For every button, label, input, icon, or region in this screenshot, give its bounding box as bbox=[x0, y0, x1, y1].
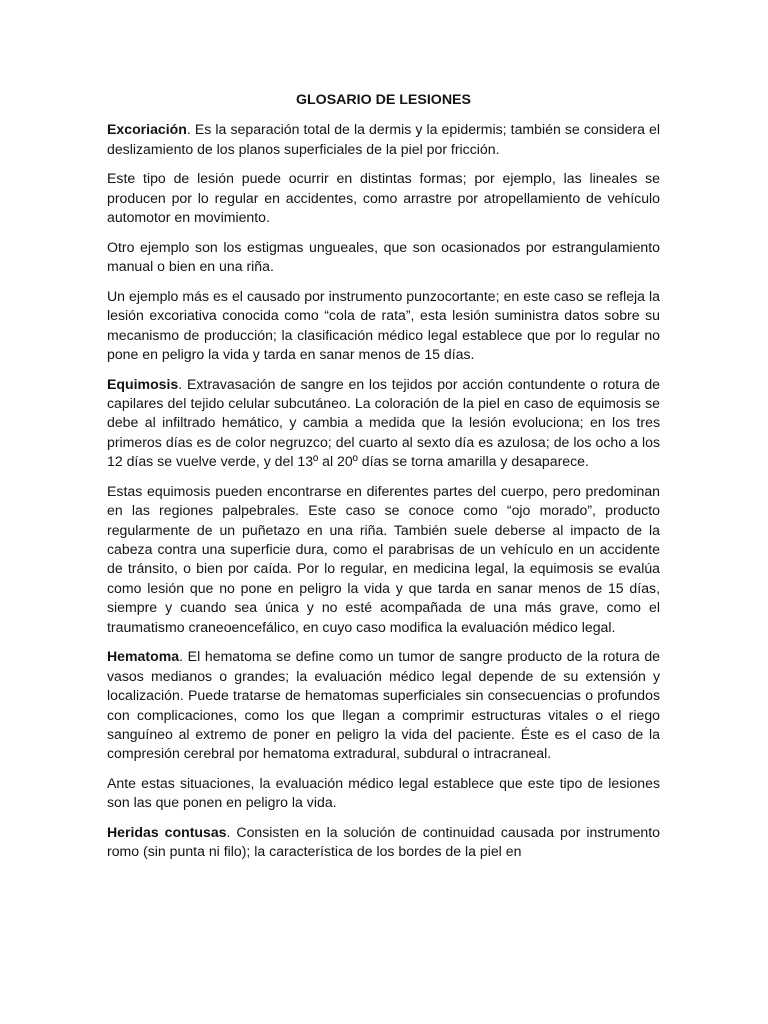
paragraph-text: . Consisten en la solución de continuidad causada por instrumento romo (sin punta ni filo); la característica de los bordes de la piel en bbox=[107, 823, 660, 860]
paragraph-hematoma bbox=[107, 647, 660, 763]
paragraph bbox=[107, 287, 660, 365]
paragraph bbox=[107, 169, 660, 227]
paragraph-text: Este tipo de lesión puede ocurrir en distintas formas; por ejemplo, las lineales se producen por lo regular en accidentes, como arrastre por atropellamiento de vehículo automotor en movimiento. bbox=[107, 170, 660, 226]
paragraph-text: Otro ejemplo son los estigmas ungueales, que son ocasionados por estrangulamiento manual o bien en una riña. bbox=[107, 238, 660, 275]
term-heading: Hematoma bbox=[107, 648, 180, 665]
paragraph-text: . Extravasación de sangre en los tejidos por acción contundente o rotura de capilares del tejido celular subcutáneo. La coloración de la piel en caso de equimosis se debe al infiltrado hemático, y cambia a medida que la lesión evoluciona; en los tres primeros días es de color negruzco; del cuarto al sexto día es azulosa; de los ocho a los 12 días se vuelve verde, y del 13º al 20º días se torna amarilla y desaparece. bbox=[107, 375, 660, 470]
term-heading: Heridas contusas bbox=[107, 823, 227, 840]
paragraph bbox=[107, 238, 660, 277]
paragraph-text: Ante estas situaciones, la evaluación médico legal establece que este tipo de lesiones son las que ponen en peligro la vida. bbox=[107, 774, 660, 811]
paragraph bbox=[107, 482, 660, 637]
term-heading: Excoriación bbox=[107, 121, 187, 138]
paragraph-text: Un ejemplo más es el causado por instrumento punzocortante; en este caso se refleja la lesión excoriativa conocida como “cola de rata”, esta lesión suministra datos sobre su mecanismo de producción; la clasificación médico legal establece que por lo regular no pone en peligro la vida y tarda en sanar menos de 15 días. bbox=[107, 287, 660, 363]
term-heading: Equimosis bbox=[107, 375, 179, 392]
paragraph bbox=[107, 774, 660, 813]
document-body bbox=[107, 91, 660, 872]
document-title: GLOSARIO DE LESIONES bbox=[295, 92, 471, 108]
paragraph-text: Estas equimosis pueden encontrarse en diferentes partes del cuerpo, pero predominan en las regiones palpebrales. Este caso se conoce como “ojo morado”, producto regularmente de un puñetazo en una riña. También suele deberse al impacto de la cabeza contra una superficie dura, como el parabrisas de un vehículo en un accidente de tránsito, o bien por caída. Por lo regular, en medicina legal, la equimosis se evalúa como lesión que no pone en peligro la vida y que tarda en sanar menos de 15 días, siempre y cuando sea única y no esté acompañada de una más grave, como el traumatismo craneoencefálico, en cuyo caso modifica la evaluación médico legal. bbox=[107, 482, 660, 635]
paragraph-excoriacion bbox=[107, 120, 660, 159]
paragraph-text: . Es la separación total de la dermis y la epidermis; también se considera el deslizamiento de los planos superficiales de la piel por fricción. bbox=[107, 121, 660, 157]
paragraph-heridas-contusas bbox=[107, 823, 660, 862]
paragraph-equimosis bbox=[107, 375, 660, 472]
paragraph-text: . El hematoma se define como un tumor de sangre producto de la rotura de vasos medianos o grandes; la evaluación médico legal depende de su extensión y localización. Puede tratarse de hematomas superficiales sin consecuencias o profundos con complicaciones, como los que llegan a comprimir estructuras vitales o el riego sanguíneo al extremo de poner en peligro la vida del paciente. Éste es el caso de la compresión cerebral por hematoma extradural, subdural o intracraneal. bbox=[107, 648, 660, 762]
